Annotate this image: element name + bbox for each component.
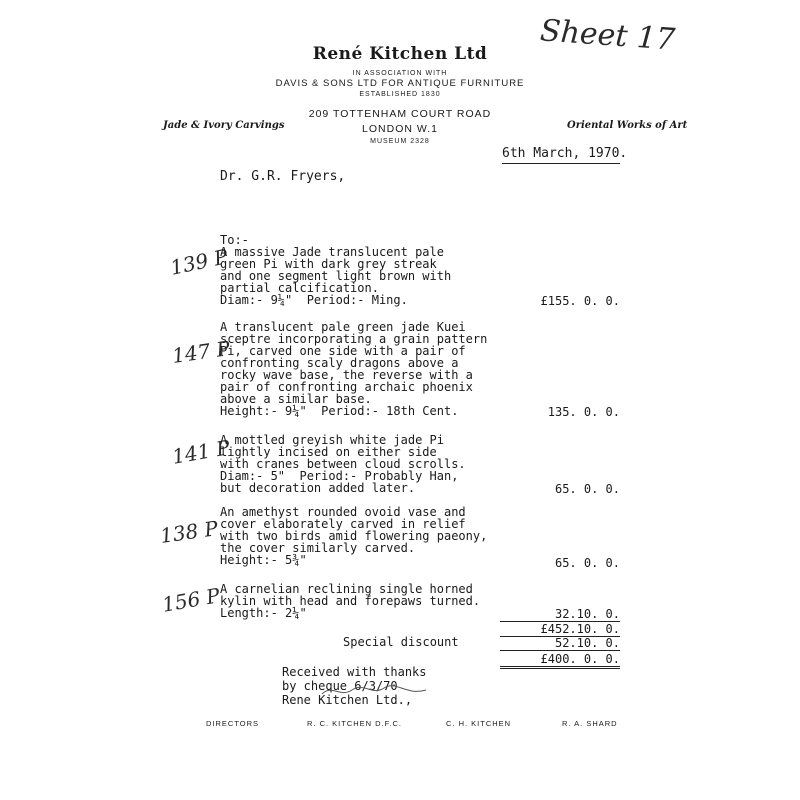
item-text-line: with two birds amid flowering paeony, [220,529,488,543]
discount-amount: 52.10. 0. [500,636,620,651]
item-amount: 65. 0. 0. [554,482,620,496]
item-number-note: 139 P [168,244,230,280]
item-text-line: green Pi with dark grey streak [220,257,437,271]
item-amount: 135. 0. 0. [547,405,620,419]
item-text-line: the cover similarly carved. [220,541,416,555]
item-text-line: partial calcification. [220,281,379,295]
item-amount: 65. 0. 0. [554,556,620,570]
address-street: 209 TOTTENHAM COURT ROAD [308,108,492,120]
item-text-line: rocky wave base, the reverse with a [220,368,473,382]
signature-scribble [320,682,430,700]
item-number-note: 147 P [170,336,232,368]
item-text-line: Height:- 5¾" [220,553,307,567]
item-text-line: cover elaborately carved in relief [220,517,466,531]
received-line: by cheque 6/3/70 [282,679,398,693]
item-amount: £155. 0. 0. [540,294,620,308]
left-tag: Jade & Ivory Carvings [163,120,285,131]
item-text-line: kylin with head and forepaws turned. [220,594,481,608]
letterhead [250,44,550,146]
item-text-line: above a similar base. [220,392,372,406]
item-text-line: lightly incised on either side [220,445,437,459]
established-text: ESTABLISHED 1830 [359,91,441,98]
received-line: Rene Kitchen Ltd., [282,693,413,707]
director-name: R. A. SHARD [562,719,618,728]
total-amount: £400. 0. 0. [500,652,620,669]
item-number-note: 156 P [160,583,222,617]
invoice-date: 6th March, 1970. [502,146,628,161]
discount-label: Special discount [343,635,459,649]
partner-name: DAVIS & SONS LTD FOR ANTIQUE FURNITURE [275,78,525,89]
item-text-line: A massive Jade translucent pale [220,245,444,259]
sheet-number: Sheet 17 [538,13,677,58]
item-text-line: Diam:- 5" Period:- Probably Han, [220,469,459,483]
right-tag: Oriental Works of Art [567,120,688,131]
footer-label: DIRECTORS [206,719,260,728]
subtotal-amount: £452.10. 0. [500,622,620,637]
item-text-line: Height:- 9¼" Period:- 18th Cent. [220,404,459,418]
recipient-name: Dr. G.R. Fryers, [220,169,346,184]
item-amount: 32.10. 0. [500,607,620,622]
director-name: C. H. KITCHEN [446,719,512,728]
item-text-line: with cranes between cloud scrolls. [220,457,466,471]
item-number-note: 138 P [158,516,220,548]
item-text-line: but decoration added later. [220,481,416,495]
item-text-line: sceptre incorporating a grain pattern [220,332,488,346]
item-text-line: A mottled greyish white jade Pi [220,433,444,447]
item-number-note: 141 P [170,435,232,469]
director-name: R. C. KITCHEN D.F.C. [307,719,403,728]
item-text-line: and one segment light brown with [220,269,452,283]
phone-text: MUSEUM 2328 [370,138,430,145]
item-text-line: An amethyst rounded ovoid vase and [220,505,466,519]
item-text-line: A translucent pale green jade Kuei [220,320,466,334]
item-text-line: Pi, carved one side with a pair of [220,344,466,358]
to-label: To:- [220,233,249,247]
item-text-line: pair of confronting archaic phoenix [220,380,473,394]
received-line: Received with thanks [282,665,427,679]
item-text-line: A carnelian reclining single horned [220,582,473,596]
address-city: LONDON W.1 [362,123,438,135]
association-text: IN ASSOCIATION WITH [352,70,448,77]
company-name: René Kitchen Ltd [312,44,488,64]
item-text-line: Diam:- 9¼" Period:- Ming. [220,293,408,307]
item-text-line: confronting scaly dragons above a [220,356,459,370]
date-underline [502,163,620,164]
item-text-line: Length:- 2¼" [220,606,307,620]
